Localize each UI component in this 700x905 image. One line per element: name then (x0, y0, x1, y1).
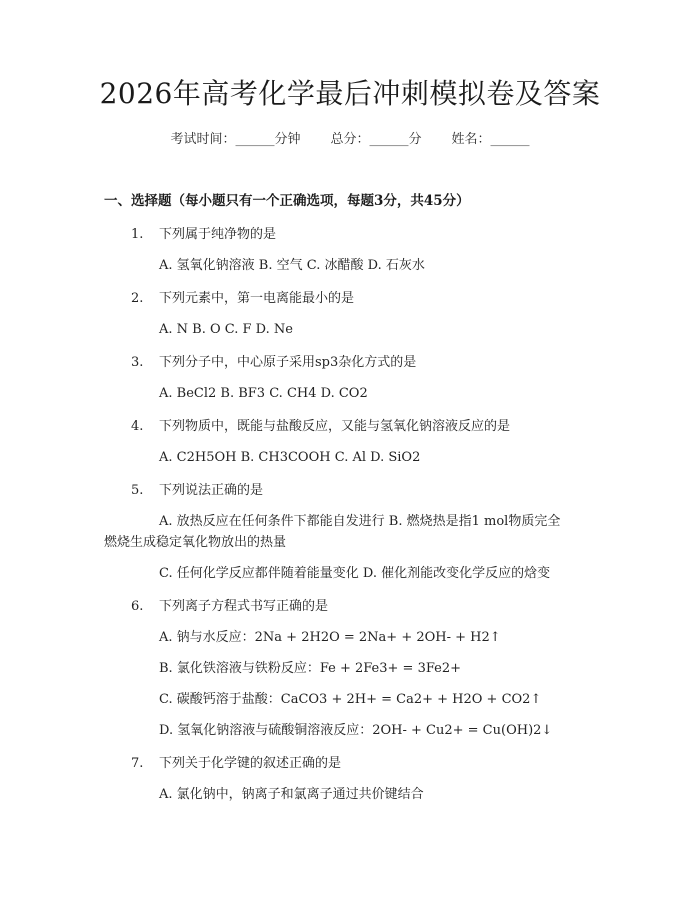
question-text: 下列关于化学键的叙述正确的是 (159, 756, 342, 771)
exam-meta (0, 130, 700, 150)
question-number: 2. (131, 291, 144, 306)
question-number: 3. (131, 355, 144, 370)
question-7-option-a: A. 氯化钠中，钠离子和氯离子通过共价键结合 (159, 787, 424, 802)
question-3-options: A. BeCl2 B. BF3 C. CH4 D. CO2 (159, 386, 368, 401)
question-text: 下列离子方程式书写正确的是 (159, 599, 329, 614)
question-3 (131, 353, 416, 373)
question-4 (131, 417, 510, 437)
question-2 (131, 289, 354, 309)
question-5-option-b-continued: 燃烧生成稳定氧化物放出的热量 (104, 535, 287, 550)
question-number: 5. (131, 483, 144, 498)
question-6-option-c: C. 碳酸钙溶于盐酸：CaCO3 + 2H+ = Ca2+ + H2O + CO2↑ (159, 692, 542, 707)
question-number: 7. (131, 756, 144, 771)
question-number: 1. (131, 227, 144, 242)
exam-time-field: 考试时间：______分钟 (170, 132, 301, 147)
question-text: 下列元素中，第一电离能最小的是 (159, 291, 355, 306)
total-score-field: 总分：______分 (330, 132, 422, 147)
question-number: 6. (131, 599, 144, 614)
question-number: 4. (131, 419, 144, 434)
question-6-option-b: B. 氯化铁溶液与铁粉反应：Fe + 2Fe3+ = 3Fe2+ (159, 661, 462, 676)
question-5-option-cd: C. 任何化学反应都伴随着能量变化 D. 催化剂能改变化学反应的焓变 (159, 566, 551, 581)
section-heading: 一、选择题（每小题只有一个正确选项，每题3分，共45分） (104, 193, 470, 209)
question-6-option-a: A. 钠与水反应：2Na + 2H2O = 2Na+ + 2OH- + H2↑ (159, 630, 501, 645)
question-6-option-d: D. 氢氧化钠溶液与硫酸铜溶液反应：2OH- + Cu2+ = Cu(OH)2↓ (159, 723, 553, 738)
question-7 (131, 754, 341, 774)
question-text: 下列分子中，中心原子采用sp3杂化方式的是 (159, 355, 417, 370)
question-5 (131, 481, 263, 501)
question-6 (131, 597, 328, 617)
question-text: 下列说法正确的是 (159, 483, 264, 498)
question-text: 下列物质中，既能与盐酸反应，又能与氢氧化钠溶液反应的是 (159, 419, 511, 434)
question-1-options: A. 氢氧化钠溶液 B. 空气 C. 冰醋酸 D. 石灰水 (159, 258, 425, 273)
question-text: 下列属于纯净物的是 (159, 227, 277, 242)
question-4-options: A. C2H5OH B. CH3COOH C. Al D. SiO2 (159, 450, 421, 465)
question-1 (131, 225, 276, 245)
student-name-field: 姓名：______ (451, 132, 530, 147)
question-2-options: A. N B. O C. F D. Ne (159, 322, 293, 337)
question-5-option-ab: A. 放热反应在任何条件下都能自发进行 B. 燃烧热是指1 mol物质完全 (159, 514, 561, 529)
page-title: 2026年高考化学最后冲刺模拟卷及答案 (99, 77, 601, 110)
